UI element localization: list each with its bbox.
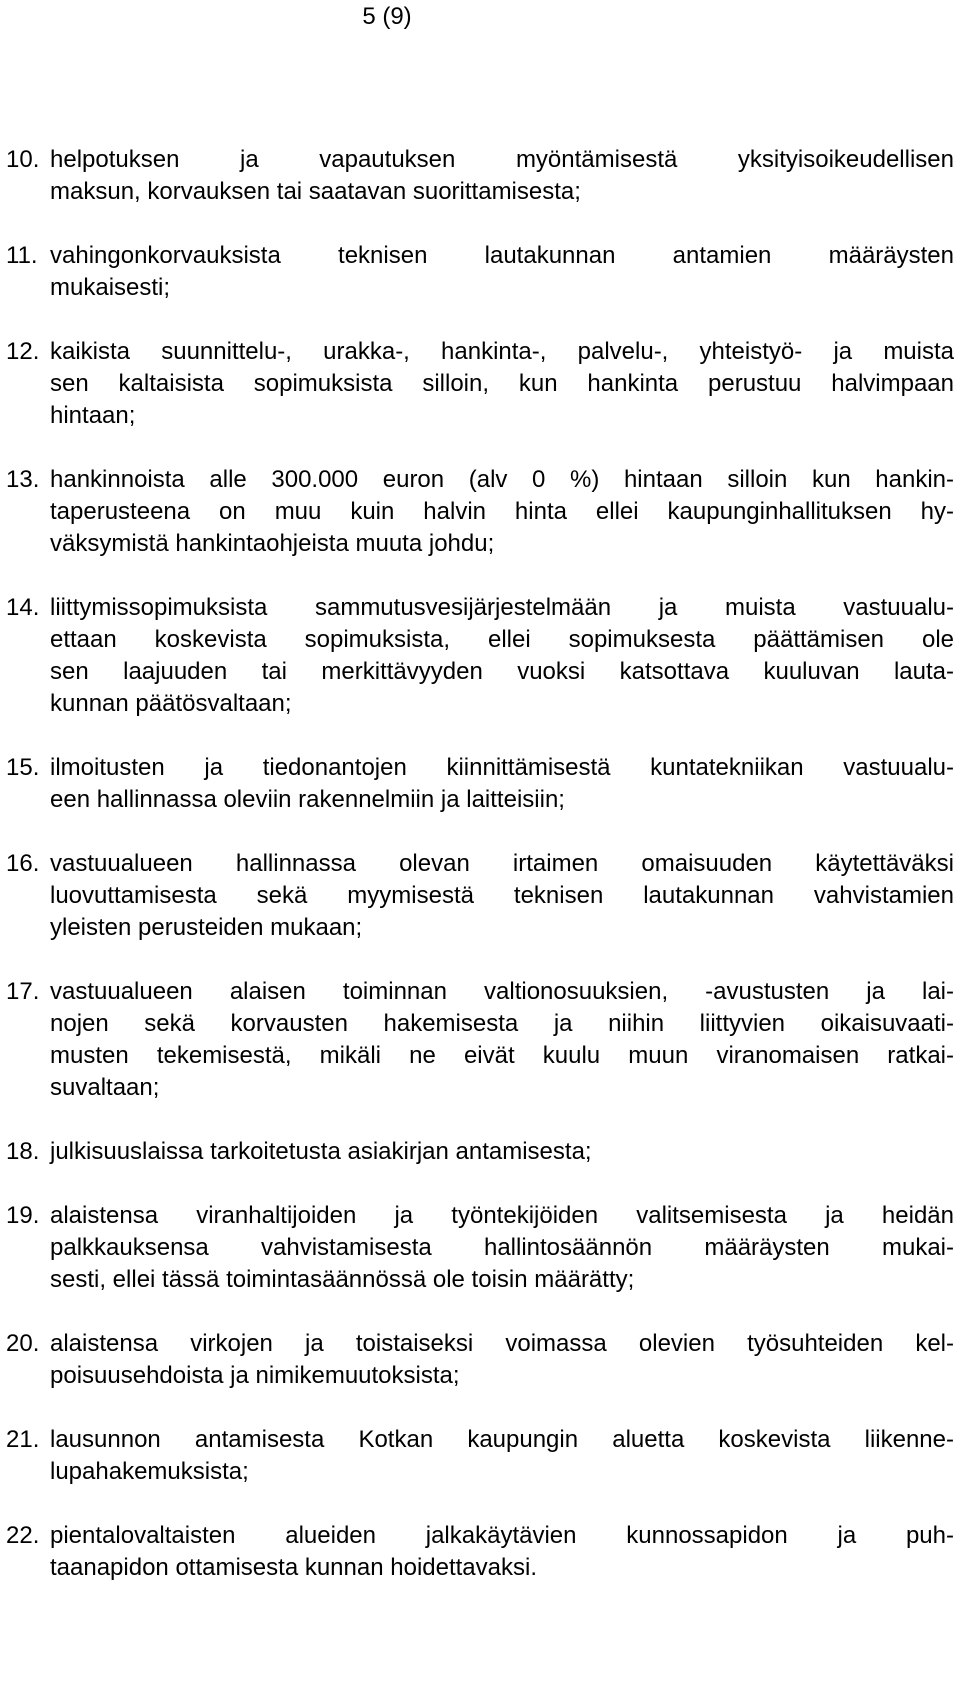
item-text bbox=[50, 976, 954, 1104]
item-number: 21. bbox=[6, 1426, 40, 1453]
item-text bbox=[50, 848, 954, 944]
text-line: yleisten perusteiden mukaan; bbox=[50, 914, 363, 941]
text-line: mukaisesti; bbox=[50, 274, 171, 301]
item-text bbox=[50, 1424, 954, 1488]
text-line: vahingonkorvauksista teknisen lautakunnan antamien määräysten bbox=[50, 242, 954, 269]
text-line: alaistensa virkojen ja toistaiseksi voimassa olevien työsuhteiden kel- bbox=[50, 1330, 954, 1357]
item-number: 12. bbox=[6, 338, 40, 365]
list-item bbox=[6, 976, 954, 1104]
item-text bbox=[50, 240, 954, 304]
list-item bbox=[6, 1424, 954, 1488]
text-line: alaistensa viranhaltijoiden ja työntekijöiden valitsemisesta ja heidän bbox=[50, 1202, 954, 1229]
item-number: 17. bbox=[6, 978, 40, 1005]
list-item bbox=[6, 1520, 954, 1584]
text-line: suvaltaan; bbox=[50, 1074, 160, 1101]
text-line: palkkauksensa vahvistamisesta hallintosäännön määräysten mukai- bbox=[50, 1234, 954, 1261]
item-text bbox=[50, 752, 954, 816]
page-header bbox=[0, 0, 960, 34]
text-line: ettaan koskevista sopimuksista, ellei sopimuksesta päättämisen ole bbox=[50, 626, 954, 653]
text-line: julkisuuslaissa tarkoitetusta asiakirjan antamisesta; bbox=[50, 1138, 592, 1165]
text-line: taperusteena on muu kuin halvin hinta ellei kaupunginhallituksen hy- bbox=[50, 498, 954, 525]
text-line: luovuttamisesta sekä myymisestä teknisen lautakunnan vahvistamien bbox=[50, 882, 954, 909]
text-line: pientalovaltaisten alueiden jalkakäytävien kunnossapidon ja puh- bbox=[50, 1522, 954, 1549]
text-line: nojen sekä korvausten hakemisesta ja niihin liittyvien oikaisuvaati- bbox=[50, 1010, 954, 1037]
item-number: 15. bbox=[6, 754, 40, 781]
item-number: 14. bbox=[6, 594, 40, 621]
list-item bbox=[6, 464, 954, 560]
text-line: sesti, ellei tässä toimintasäännössä ole toisin määrätty; bbox=[50, 1266, 635, 1293]
text-line: väksymistä hankintaohjeista muuta johdu; bbox=[50, 530, 495, 557]
item-number: 19. bbox=[6, 1202, 40, 1229]
text-line: helpotuksen ja vapautuksen myöntämisestä yksityisoikeudellisen bbox=[50, 146, 954, 173]
list-item bbox=[6, 336, 954, 432]
text-line: lupahakemuksista; bbox=[50, 1458, 249, 1485]
item-text bbox=[50, 1520, 954, 1584]
list-item bbox=[6, 848, 954, 944]
list-item bbox=[6, 1136, 954, 1168]
text-line: hankinnoista alle 300.000 euron (alv 0 %) hintaan silloin kun hankin- bbox=[50, 466, 954, 493]
item-text bbox=[50, 1328, 954, 1392]
text-line: kunnan päätösvaltaan; bbox=[50, 690, 292, 717]
text-line: vastuualueen alaisen toiminnan valtionosuuksien, -avustusten ja lai- bbox=[50, 978, 954, 1005]
text-line: lausunnon antamisesta Kotkan kaupungin aluetta koskevista liikenne- bbox=[50, 1426, 954, 1453]
list-item bbox=[6, 1200, 954, 1296]
text-line: musten tekemisestä, mikäli ne eivät kuulu muun viranomaisen ratkai- bbox=[50, 1042, 954, 1069]
text-line: hintaan; bbox=[50, 402, 136, 429]
list-item bbox=[6, 1328, 954, 1392]
item-number: 16. bbox=[6, 850, 40, 877]
text-line: sen laajuuden tai merkittävyyden vuoksi katsottava kuuluvan lauta- bbox=[50, 658, 954, 685]
item-text bbox=[50, 144, 954, 208]
text-line: vastuualueen hallinnassa olevan irtaimen omaisuuden käytettäväksi bbox=[50, 850, 954, 877]
page-number: 5 (9) bbox=[362, 3, 412, 30]
item-text bbox=[50, 1136, 954, 1168]
item-text bbox=[50, 592, 954, 720]
item-number: 13. bbox=[6, 466, 40, 493]
text-line: een hallinnassa oleviin rakennelmiin ja laitteisiin; bbox=[50, 786, 565, 813]
item-text bbox=[50, 464, 954, 560]
text-line: liittymissopimuksista sammutusvesijärjestelmään ja muista vastuualu- bbox=[50, 594, 954, 621]
item-text bbox=[50, 1200, 954, 1296]
list-item bbox=[6, 752, 954, 816]
text-line: poisuusehdoista ja nimikemuutoksista; bbox=[50, 1362, 460, 1389]
item-number: 22. bbox=[6, 1522, 40, 1549]
text-line: ilmoitusten ja tiedonantojen kiinnittämisestä kuntatekniikan vastuualu- bbox=[50, 754, 954, 781]
item-number: 11. bbox=[6, 242, 38, 269]
item-number: 18. bbox=[6, 1138, 40, 1165]
item-text bbox=[50, 336, 954, 432]
text-line: maksun, korvauksen tai saatavan suorittamisesta; bbox=[50, 178, 581, 205]
text-line: kaikista suunnittelu-, urakka-, hankinta-, palvelu-, yhteistyö- ja muista bbox=[50, 338, 954, 365]
text-line: taanapidon ottamisesta kunnan hoidettavaksi. bbox=[50, 1554, 537, 1581]
list-item bbox=[6, 240, 954, 304]
list-item bbox=[6, 144, 954, 208]
list-item bbox=[6, 592, 954, 720]
item-number: 20. bbox=[6, 1330, 40, 1357]
text-line: sen kaltaisista sopimuksista silloin, kun hankinta perustuu halvimpaan bbox=[50, 370, 954, 397]
numbered-list bbox=[6, 144, 954, 1616]
item-number: 10. bbox=[6, 146, 40, 173]
